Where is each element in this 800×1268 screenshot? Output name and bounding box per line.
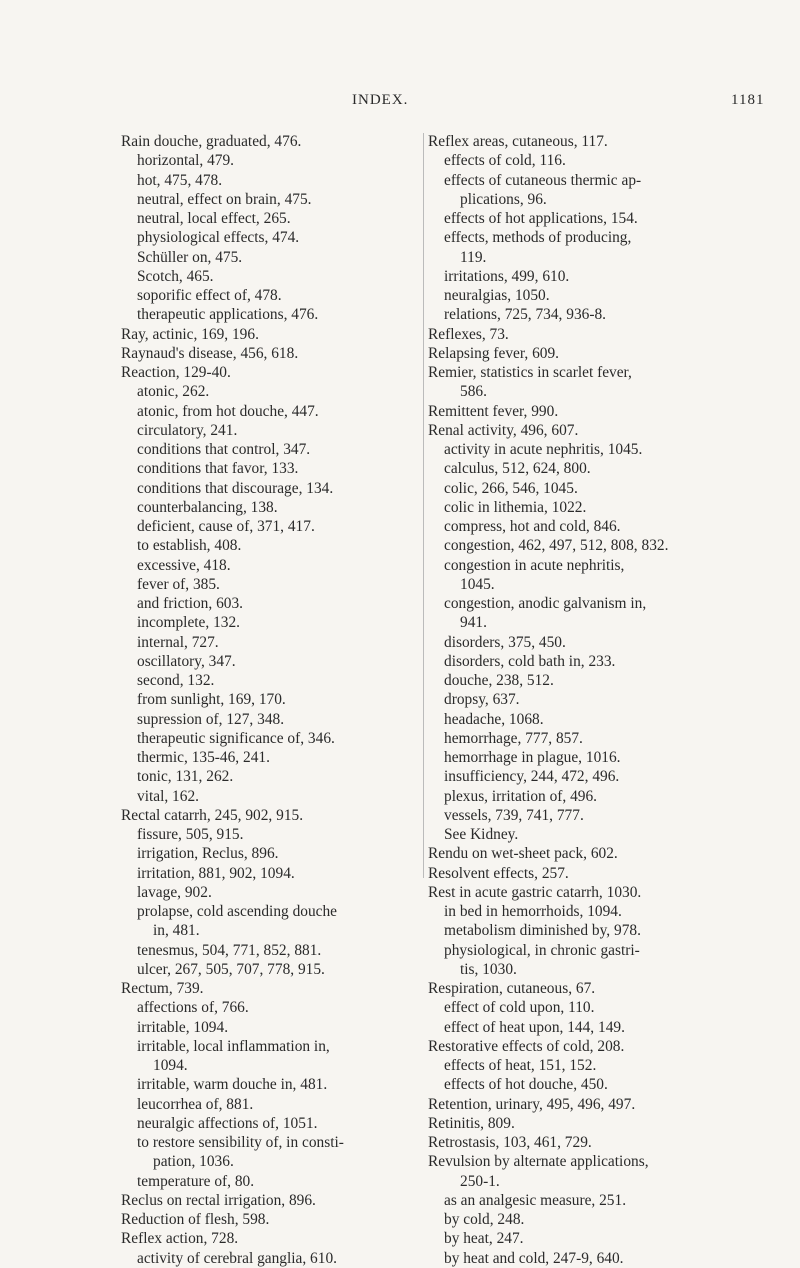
index-subentry: tenesmus, 504, 771, 852, 881. bbox=[137, 941, 322, 959]
index-entry: Remittent fever, 990. bbox=[428, 402, 559, 420]
index-subentry: by cold, 248. bbox=[444, 1211, 525, 1228]
index-subentry: effects of hot douche, 450. bbox=[444, 1076, 608, 1094]
page-header bbox=[0, 92, 800, 116]
index-entry: Retinitis, 809. bbox=[428, 1114, 515, 1132]
page-number: 1181 bbox=[731, 92, 765, 108]
index-subentry: hot, 475, 478. bbox=[137, 171, 223, 189]
index-subentry: soporific effect of, 478. bbox=[137, 287, 282, 304]
index-subentry: Scotch, 465. bbox=[137, 267, 214, 285]
index-subentry: in bed in hemorrhoids, 1094. bbox=[444, 903, 622, 920]
index-subentry: excessive, 418. bbox=[137, 556, 231, 574]
index-entry: Raynaud's disease, 456, 618. bbox=[121, 344, 299, 362]
index-subentry: lavage, 902. bbox=[137, 883, 212, 901]
index-subentry: from sunlight, 169, 170. bbox=[137, 691, 286, 709]
index-subentry: thermic, 135-46, 241. bbox=[137, 749, 270, 766]
index-subentry: circulatory, 241. bbox=[137, 421, 238, 439]
index-subentry: neutral, effect on brain, 475. bbox=[137, 190, 312, 208]
index-subentry: See Kidney. bbox=[444, 826, 519, 843]
index-column-right bbox=[428, 132, 728, 1268]
column-divider bbox=[423, 133, 424, 878]
index-entry: Restorative effects of cold, 208. bbox=[428, 1037, 625, 1055]
index-subentry: irritable, warm douche in, 481. bbox=[137, 1076, 328, 1094]
index-subentry: conditions that favor, 133. bbox=[137, 460, 299, 478]
index-subentry: deficient, cause of, 371, 417. bbox=[137, 518, 315, 535]
index-subentry: internal, 727. bbox=[137, 633, 219, 651]
index-subentry: temperature of, 80. bbox=[137, 1172, 255, 1190]
index-subentry: effects of cutaneous thermic ap- bbox=[444, 171, 642, 189]
index-subentry: as an analgesic measure, 251. bbox=[444, 1191, 627, 1209]
index-subentry: therapeutic applications, 476. bbox=[137, 306, 319, 324]
index-entry: Relapsing fever, 609. bbox=[428, 344, 560, 362]
index-subentry: effect of heat upon, 144, 149. bbox=[444, 1018, 625, 1036]
index-entry: Rectal catarrh, 245, 902, 915. bbox=[121, 806, 304, 824]
index-entry: Retrostasis, 103, 461, 729. bbox=[428, 1134, 592, 1151]
index-entry: Respiration, cutaneous, 67. bbox=[428, 980, 596, 997]
index-subentry: affections of, 766. bbox=[137, 999, 249, 1017]
index-entry: Reaction, 129-40. bbox=[121, 364, 231, 381]
index-subentry: irritable, local inflammation in, bbox=[137, 1037, 330, 1055]
index-subentry: insufficiency, 244, 472, 496. bbox=[444, 768, 620, 786]
index-subentry: oscillatory, 347. bbox=[137, 652, 236, 670]
index-subentry: congestion, anodic galvanism in, bbox=[444, 595, 647, 612]
index-entry: Reflex action, 728. bbox=[121, 1230, 239, 1248]
index-subentry: irritations, 499, 610. bbox=[444, 267, 570, 285]
index-subentry: headache, 1068. bbox=[444, 710, 544, 728]
index-entry: Rendu on wet-sheet pack, 602. bbox=[428, 845, 618, 863]
index-subentry: to establish, 408. bbox=[137, 537, 242, 555]
index-subentry: tis, 1030. bbox=[460, 960, 517, 978]
index-subentry: douche, 238, 512. bbox=[444, 672, 554, 689]
index-subentry: 119. bbox=[460, 248, 487, 266]
index-subentry: conditions that control, 347. bbox=[137, 441, 311, 458]
index-entry: Revulsion by alternate applications, bbox=[428, 1153, 649, 1171]
index-subentry: ulcer, 267, 505, 707, 778, 915. bbox=[137, 960, 325, 978]
index-subentry: conditions that discourage, 134. bbox=[137, 479, 334, 497]
index-subentry: effect of cold upon, 110. bbox=[444, 999, 595, 1017]
index-subentry: tonic, 131, 262. bbox=[137, 768, 234, 786]
index-subentry: disorders, cold bath in, 233. bbox=[444, 652, 616, 670]
index-subentry: 1094. bbox=[153, 1057, 188, 1074]
index-subentry: plications, 96. bbox=[460, 190, 547, 208]
index-subentry: calculus, 512, 624, 800. bbox=[444, 460, 591, 478]
index-subentry: metabolism diminished by, 978. bbox=[444, 922, 641, 940]
index-subentry: 250-1. bbox=[460, 1172, 500, 1190]
index-column-left bbox=[121, 132, 407, 1268]
index-subentry: fissure, 505, 915. bbox=[137, 826, 244, 843]
index-subentry: effects of hot applications, 154. bbox=[444, 210, 638, 227]
index-subentry: 1045. bbox=[460, 575, 495, 593]
index-entry: Rest in acute gastric catarrh, 1030. bbox=[428, 883, 642, 901]
index-subentry: neuralgias, 1050. bbox=[444, 287, 550, 304]
index-subentry: hemorrhage, 777, 857. bbox=[444, 729, 583, 747]
index-entry: Rain douche, graduated, 476. bbox=[121, 133, 302, 150]
page-title: INDEX. bbox=[352, 92, 409, 108]
index-entry: Retention, urinary, 495, 496, 497. bbox=[428, 1095, 636, 1113]
index-subentry: colic, 266, 546, 1045. bbox=[444, 479, 578, 497]
index-subentry: prolapse, cold ascending douche bbox=[137, 903, 338, 920]
index-entry: Resolvent effects, 257. bbox=[428, 864, 569, 882]
index-subentry: pation, 1036. bbox=[153, 1153, 234, 1171]
index-subentry: by heat, 247. bbox=[444, 1230, 524, 1248]
index-subentry: congestion in acute nephritis, bbox=[444, 556, 625, 574]
index-subentry: second, 132. bbox=[137, 672, 215, 689]
index-subentry: atonic, from hot douche, 447. bbox=[137, 402, 319, 420]
index-subentry: irrigation, Reclus, 896. bbox=[137, 845, 279, 863]
index-subentry: physiological effects, 474. bbox=[137, 229, 300, 247]
index-subentry: leucorrhea of, 881. bbox=[137, 1095, 254, 1113]
index-subentry: supression of, 127, 348. bbox=[137, 710, 285, 728]
index-subentry: effects of cold, 116. bbox=[444, 152, 566, 170]
index-subentry: effects, methods of producing, bbox=[444, 229, 632, 247]
index-subentry: irritable, 1094. bbox=[137, 1018, 229, 1036]
index-entry: Rectum, 739. bbox=[121, 980, 204, 997]
index-subentry: hemorrhage in plague, 1016. bbox=[444, 749, 621, 766]
index-entry: Reclus on rectal irrigation, 896. bbox=[121, 1191, 316, 1209]
index-subentry: by heat and cold, 247-9, 640. bbox=[444, 1249, 624, 1267]
index-subentry: compress, hot and cold, 846. bbox=[444, 518, 621, 535]
index-subentry: atonic, 262. bbox=[137, 383, 210, 401]
index-subentry: activity in acute nephritis, 1045. bbox=[444, 441, 643, 458]
index-subentry: congestion, 462, 497, 512, 808, 832. bbox=[444, 537, 669, 555]
index-entry: Ray, actinic, 169, 196. bbox=[121, 325, 259, 343]
index-subentry: plexus, irritation of, 496. bbox=[444, 787, 598, 805]
index-subentry: disorders, 375, 450. bbox=[444, 633, 566, 651]
index-subentry: horizontal, 479. bbox=[137, 152, 235, 170]
index-subentry: neutral, local effect, 265. bbox=[137, 210, 291, 227]
index-subentry: vital, 162. bbox=[137, 787, 199, 805]
index-entry: Remier, statistics in scarlet fever, bbox=[428, 364, 632, 381]
index-subentry: dropsy, 637. bbox=[444, 691, 520, 709]
index-subentry: relations, 725, 734, 936-8. bbox=[444, 306, 607, 324]
index-subentry: neuralgic affections of, 1051. bbox=[137, 1114, 318, 1132]
index-subentry: in, 481. bbox=[153, 922, 200, 940]
index-subentry: 941. bbox=[460, 614, 487, 632]
index-subentry: activity of cerebral ganglia, 610. bbox=[137, 1249, 337, 1267]
index-subentry: to restore sensibility of, in consti- bbox=[137, 1134, 344, 1151]
index-entry: Reflex areas, cutaneous, 117. bbox=[428, 133, 608, 150]
index-subentry: colic in lithemia, 1022. bbox=[444, 498, 587, 516]
index-entry: Reduction of flesh, 598. bbox=[121, 1211, 270, 1228]
index-subentry: vessels, 739, 741, 777. bbox=[444, 806, 584, 824]
index-subentry: and friction, 603. bbox=[137, 595, 243, 612]
index-subentry: physiological, in chronic gastri- bbox=[444, 941, 640, 959]
index-subentry: effects of heat, 151, 152. bbox=[444, 1057, 597, 1074]
index-subentry: irritation, 881, 902, 1094. bbox=[137, 864, 295, 882]
index-subentry: Schüller on, 475. bbox=[137, 248, 243, 266]
index-subentry: 586. bbox=[460, 383, 487, 401]
index-entry: Renal activity, 496, 607. bbox=[428, 421, 579, 439]
index-subentry: counterbalancing, 138. bbox=[137, 498, 278, 516]
index-subentry: incomplete, 132. bbox=[137, 614, 241, 632]
index-subentry: fever of, 385. bbox=[137, 575, 220, 593]
index-subentry: therapeutic significance of, 346. bbox=[137, 729, 335, 747]
index-entry: Reflexes, 73. bbox=[428, 325, 509, 343]
